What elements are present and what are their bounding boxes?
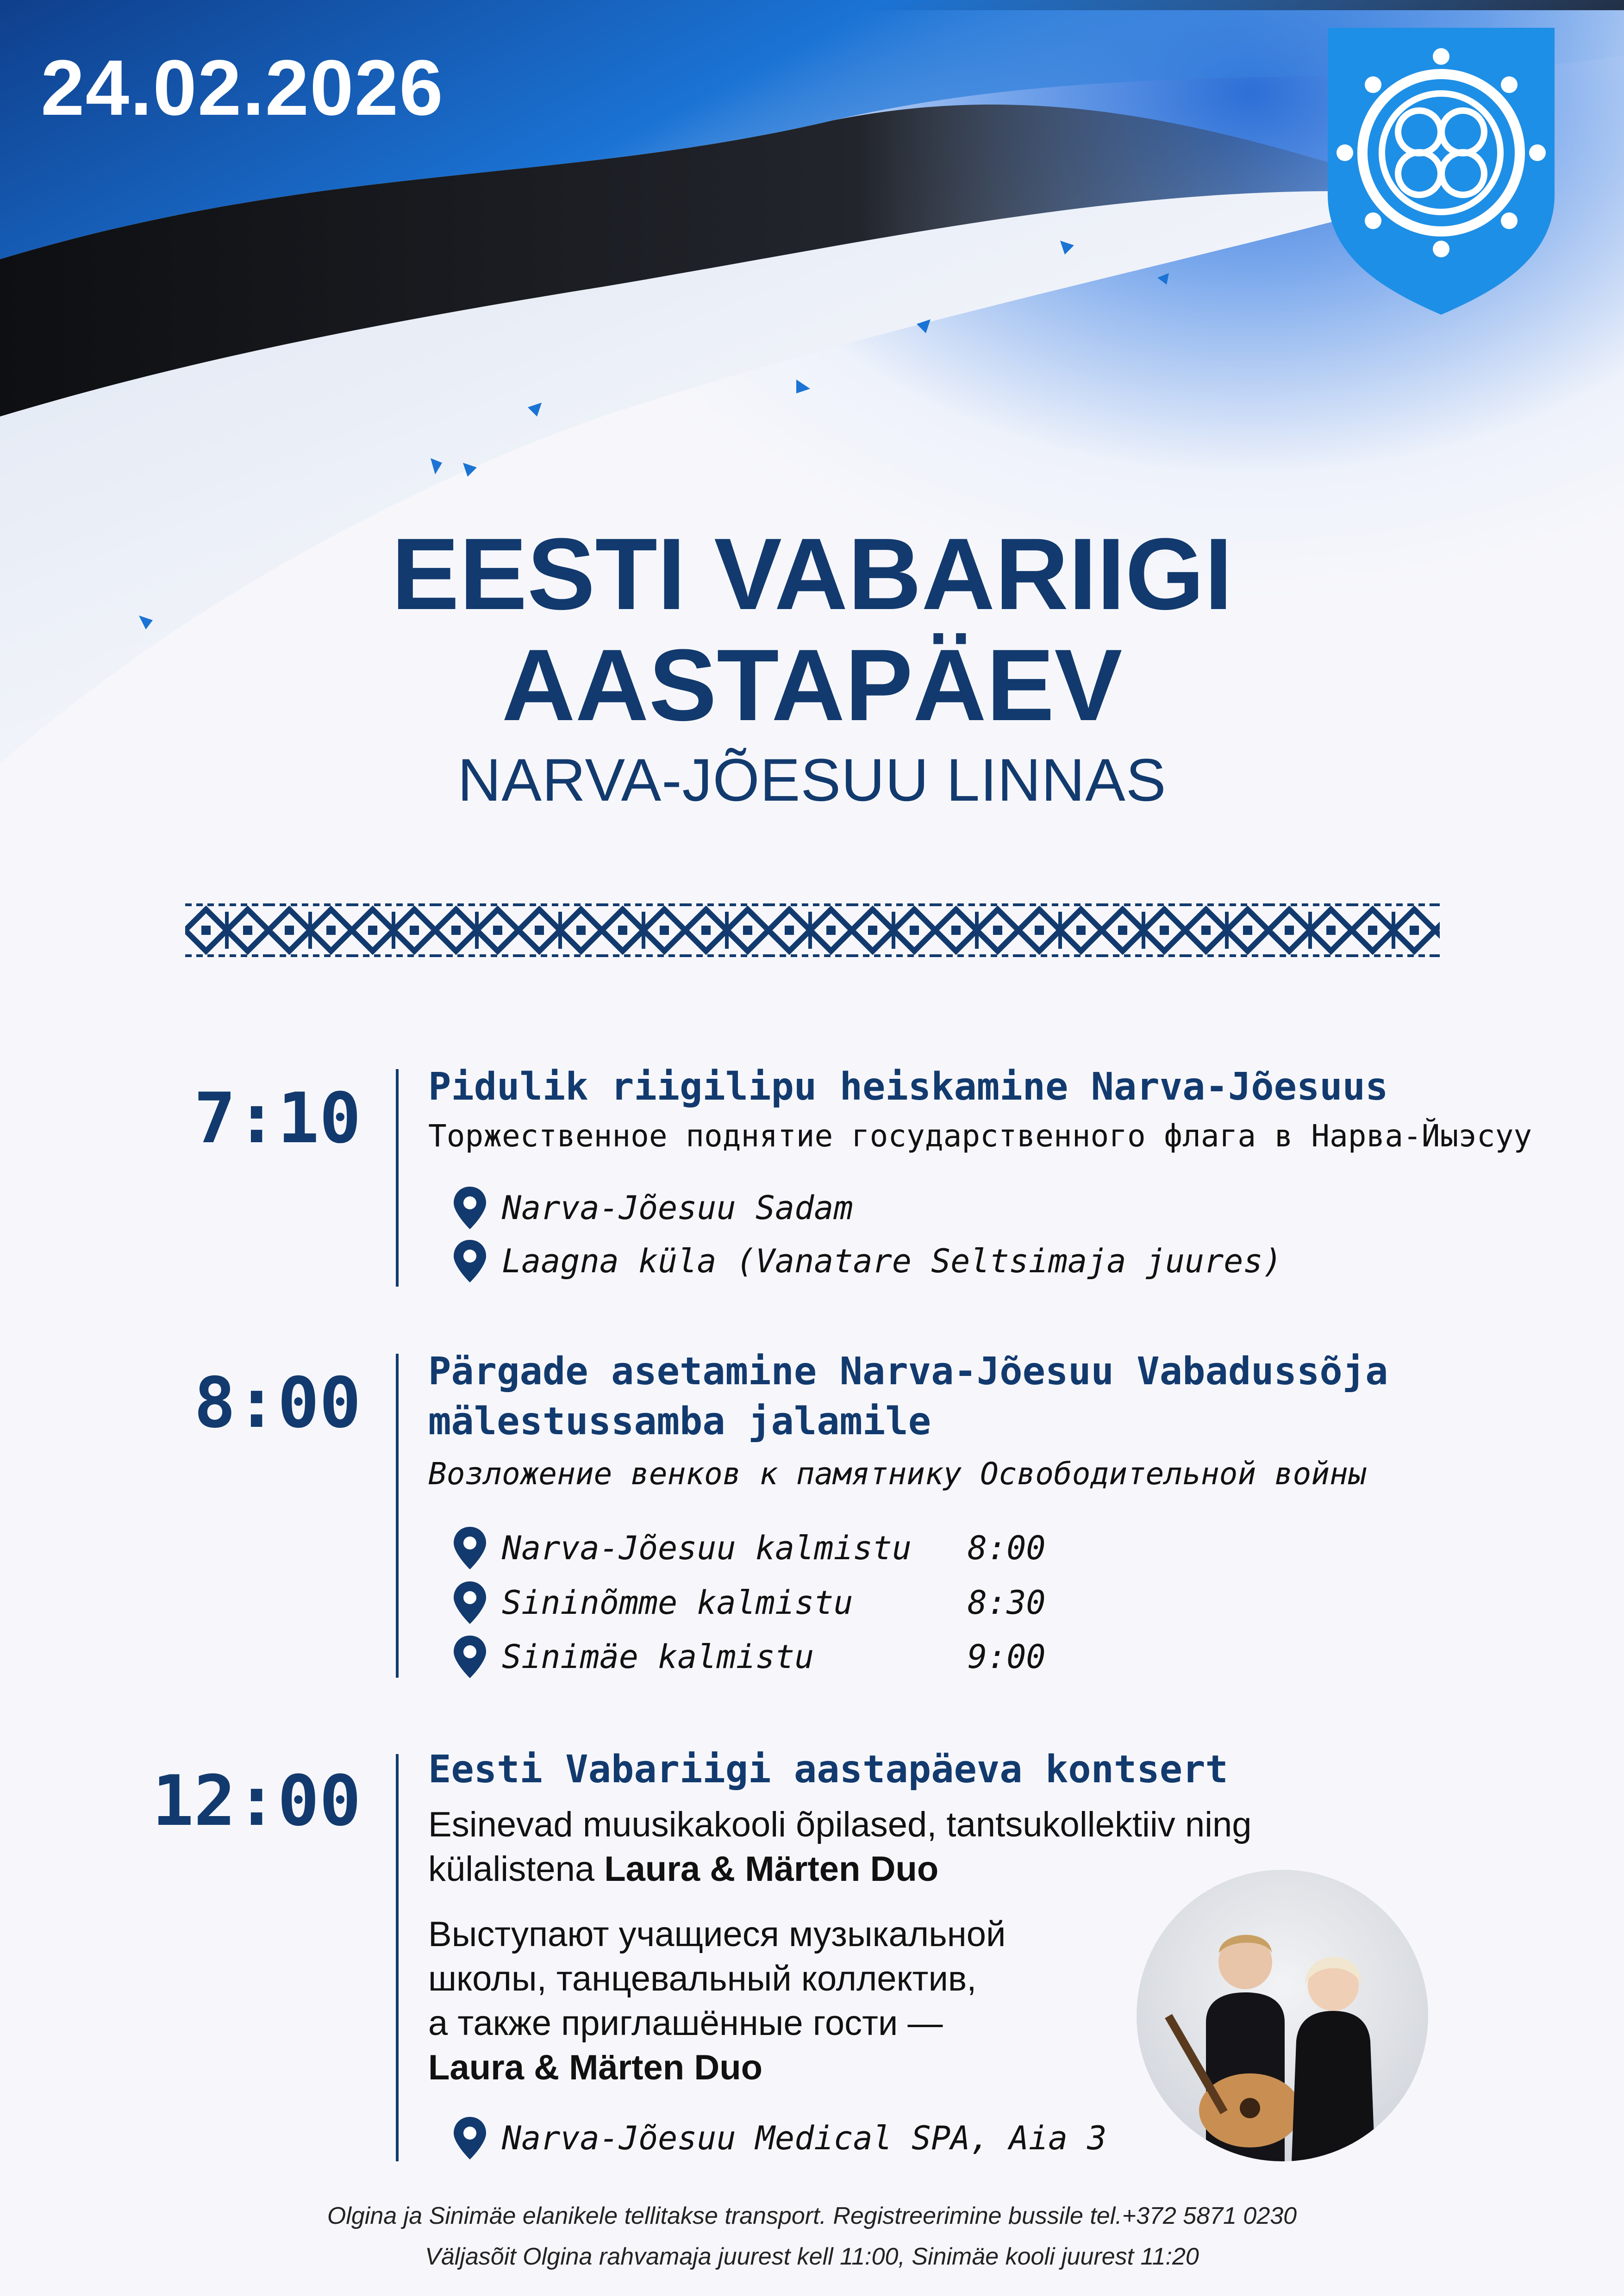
main-title-line-2: AASTAPÄEV [501,628,1123,742]
city-crest-icon [1328,28,1555,315]
event-3-ru-line-1: Выступают учащиеся музыкальной [428,1915,1006,1954]
event-1-location-2 [454,1238,1282,1284]
event-3-ru-line-4 [428,2046,762,2090]
event-3-et-line-2 [428,1847,938,1892]
event-2-location-2 [454,1580,853,1626]
location-pin-icon [454,1581,486,1624]
event-3-ru-line-3: а также приглашённые гости — [428,2004,943,2043]
location-name: Sinimäe kalmistu [502,1638,814,1676]
main-title-line-1: EESTI VABARIIGI [391,517,1233,631]
location-pin-icon [454,2117,486,2159]
location-time: 8:00 [968,1529,1046,1567]
event-3-divider [396,1754,399,2161]
event-1-subtitle: Торжественное поднятие государственного флага в Нарва-Йыэсуу [428,1118,1532,1154]
event-3-ru-line-2: школы, танцевальный коллектив, [428,1959,977,1998]
event-3-et-line-1: Esinevad muusikakooli õpilased, tantsukollektiiv ning [428,1805,1252,1844]
event-2-subtitle: Возложение венков к памятнику Освободительной войны [428,1456,1367,1492]
et-line-2-prefix: külalistena [428,1849,605,1889]
performers-photo [1137,1870,1428,2161]
performer-name: Laura & Märten Duo [604,1849,939,1889]
event-2-location-1 [454,1525,912,1571]
event-1-divider [396,1069,399,1287]
location-pin-icon [454,1527,486,1569]
event-1-location-1 [454,1185,853,1231]
event-2-time: 8:00 [194,1363,361,1444]
location-pin-icon [454,1240,486,1282]
footer-departure-info: Väljasõit Olgina rahvamaja juurest kell 11:00, Sinimäe kooli juurest 11:20 [425,2243,1199,2270]
event-2-title-line-1: Pärgade asetamine Narva-Jõesuu Vabadussõja [428,1350,1388,1394]
subtitle: NARVA-JÕESUU LINNAS [457,746,1167,814]
performer-name: Laura & Märten Duo [428,2048,763,2087]
event-date: 24.02.2026 [41,44,444,132]
event-2-title-line-2: mälestussamba jalamile [428,1400,931,1444]
event-3-title: Eesti Vabariigi aastapäeva kontsert [428,1748,1228,1792]
location-pin-icon [454,1636,486,1678]
footer-transport-info: Olgina ja Sinimäe elanikele tellitakse transport. Registreerimine bussile tel.+372 5871 0230 [327,2203,1297,2229]
event-2-divider [396,1354,399,1678]
location-name: Laagna küla (Vanatare Seltsimaja juures) [502,1242,1282,1280]
folk-ornament-divider [185,902,1440,958]
event-1-time: 7:10 [194,1078,361,1159]
location-name: Sininõmme kalmistu [502,1584,853,1622]
location-time: 8:30 [968,1584,1046,1622]
event-1-title: Pidulik riigilipu heiskamine Narva-Jõesuus [428,1065,1388,1109]
location-name: Narva-Jõesuu Sadam [502,1189,853,1227]
location-name: Narva-Jõesuu Medical SPA, Aia 3 [502,2119,1107,2157]
event-2-location-3 [454,1634,814,1680]
event-3-time: 12:00 [152,1761,361,1842]
event-3-location [454,2115,1106,2161]
location-time: 9:00 [968,1638,1046,1676]
location-name: Narva-Jõesuu kalmistu [502,1529,912,1567]
location-pin-icon [454,1187,486,1229]
